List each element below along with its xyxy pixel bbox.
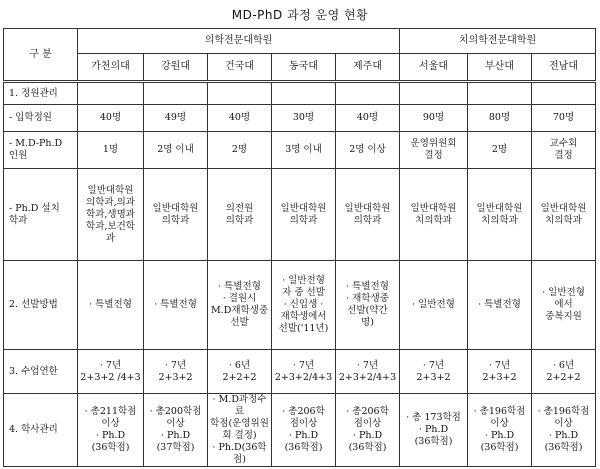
table-cell: 일반대학원 치의학과 bbox=[532, 169, 596, 261]
group-header-dental: 치의학전문대학원 bbox=[400, 29, 596, 54]
table-cell: · 7년 2+3+2/4+3 bbox=[272, 350, 336, 394]
table-cell: 일반대학원 의학과 bbox=[144, 169, 208, 261]
table-cell: 일반대학원 의학과,의과 학과,생명과 학과,보건학 과 bbox=[78, 169, 144, 261]
school-header: 제주대 bbox=[336, 54, 400, 82]
school-header: 가천의대 bbox=[78, 54, 144, 82]
table-cell bbox=[272, 82, 336, 105]
table-cell: 40명 bbox=[336, 105, 400, 132]
row-label: - 입학정원 bbox=[4, 105, 78, 132]
table-cell bbox=[78, 82, 144, 105]
row-label: 4. 학사관리 bbox=[4, 394, 78, 467]
table-cell: · 특별전형 bbox=[78, 261, 144, 350]
table-cell: 3명 이내 bbox=[272, 132, 336, 169]
page-title: MD-PhD 과정 운영 현황 bbox=[231, 8, 369, 22]
table-cell: · 일반전형 자 중 선발 · 신입생 · 재학생에서 선발('11년) bbox=[272, 261, 336, 350]
table-cell bbox=[144, 82, 208, 105]
table-cell: · 7년 2+3+2 bbox=[144, 350, 208, 394]
table-cell: · 총211학점 이상 · Ph.D (36학점) bbox=[78, 394, 144, 467]
table-cell: 90명 bbox=[400, 105, 468, 132]
row-label: 3. 수업연한 bbox=[4, 350, 78, 394]
row-label: - M.D-Ph.D 인원 bbox=[4, 132, 78, 169]
table-cell: · 총196학점 이상 · Ph.D (36학점) bbox=[532, 394, 596, 467]
table-cell: · 총 173학점 · Ph.D (36학점) bbox=[400, 394, 468, 467]
school-header: 전남대 bbox=[532, 54, 596, 82]
table-cell: · 총196학점 이상 · Ph.D (36학점) bbox=[468, 394, 532, 467]
table-cell: · M.D과정수료 학점(운영위원 회 결정) · Ph.D(36학점) bbox=[208, 394, 272, 467]
table-cell bbox=[208, 82, 272, 105]
school-header: 강원대 bbox=[144, 54, 208, 82]
table-cell: · 7년 2+3+2 bbox=[468, 350, 532, 394]
table-cell: 2명 이상 bbox=[336, 132, 400, 169]
table-cell: 30명 bbox=[272, 105, 336, 132]
table-cell: · 7년 2+3+2 /4+3 bbox=[78, 350, 144, 394]
table-cell: 교수회 결정 bbox=[532, 132, 596, 169]
row-label: 2. 선발방법 bbox=[4, 261, 78, 350]
table-cell: · 7년 2+3+2 bbox=[400, 350, 468, 394]
table-cell: · 특별전형 · 재학생중 선발(약간 명) bbox=[336, 261, 400, 350]
table-cell bbox=[400, 82, 468, 105]
table-cell: 49명 bbox=[144, 105, 208, 132]
table-cell: · 6년 2+2+2 bbox=[208, 350, 272, 394]
table-cell bbox=[468, 82, 532, 105]
table-cell: · 특별전형 · 결원시 M.D재학생중 선발 bbox=[208, 261, 272, 350]
table-cell: · 특별전형 bbox=[144, 261, 208, 350]
table-cell: 2명 bbox=[468, 132, 532, 169]
row-label: 1. 정원관리 bbox=[4, 82, 78, 105]
school-header: 건국대 bbox=[208, 54, 272, 82]
table-cell: 의전원 의학과 bbox=[208, 169, 272, 261]
table-cell: 2명 bbox=[208, 132, 272, 169]
table-cell: 일반대학원 치의학과 bbox=[468, 169, 532, 261]
table-cell: · 일반전형 bbox=[400, 261, 468, 350]
table-cell: 일반대학원 의학과 bbox=[336, 169, 400, 261]
table-cell: · 7년 2+3+2/4+3 bbox=[336, 350, 400, 394]
table-cell: 70명 bbox=[532, 105, 596, 132]
table-cell: · 총200학점 이상 · Ph.D (37학점) bbox=[144, 394, 208, 467]
school-header: 서울대 bbox=[400, 54, 468, 82]
table-cell: 2명 이내 bbox=[144, 132, 208, 169]
table-cell: 80명 bbox=[468, 105, 532, 132]
table-cell: 운영위원회 결정 bbox=[400, 132, 468, 169]
table-cell: 40명 bbox=[208, 105, 272, 132]
table-cell: · 특별전형 bbox=[468, 261, 532, 350]
table-cell: 40명 bbox=[78, 105, 144, 132]
table-cell: 1명 bbox=[78, 132, 144, 169]
table-cell bbox=[532, 82, 596, 105]
table-cell bbox=[336, 82, 400, 105]
row-label: - Ph.D 설치 학과 bbox=[4, 169, 78, 261]
group-header-medical: 의학전문대학원 bbox=[78, 29, 400, 54]
table-cell: 일반대학원 의학과 bbox=[272, 169, 336, 261]
table-cell: · 총206학 점이상 · Ph.D (36학점) bbox=[272, 394, 336, 467]
category-header: 구 분 bbox=[4, 29, 78, 82]
school-header: 부산대 bbox=[468, 54, 532, 82]
school-header: 동국대 bbox=[272, 54, 336, 82]
table-cell: · 총206학 점이상 · Ph.D (36학점) bbox=[336, 394, 400, 467]
table-cell: · 일반전형 에서 중복지원 bbox=[532, 261, 596, 350]
mdphd-status-table bbox=[3, 28, 596, 467]
table-cell: 일반대학원 치의학과 bbox=[400, 169, 468, 261]
table-cell: · 6년 2+2+2 bbox=[532, 350, 596, 394]
